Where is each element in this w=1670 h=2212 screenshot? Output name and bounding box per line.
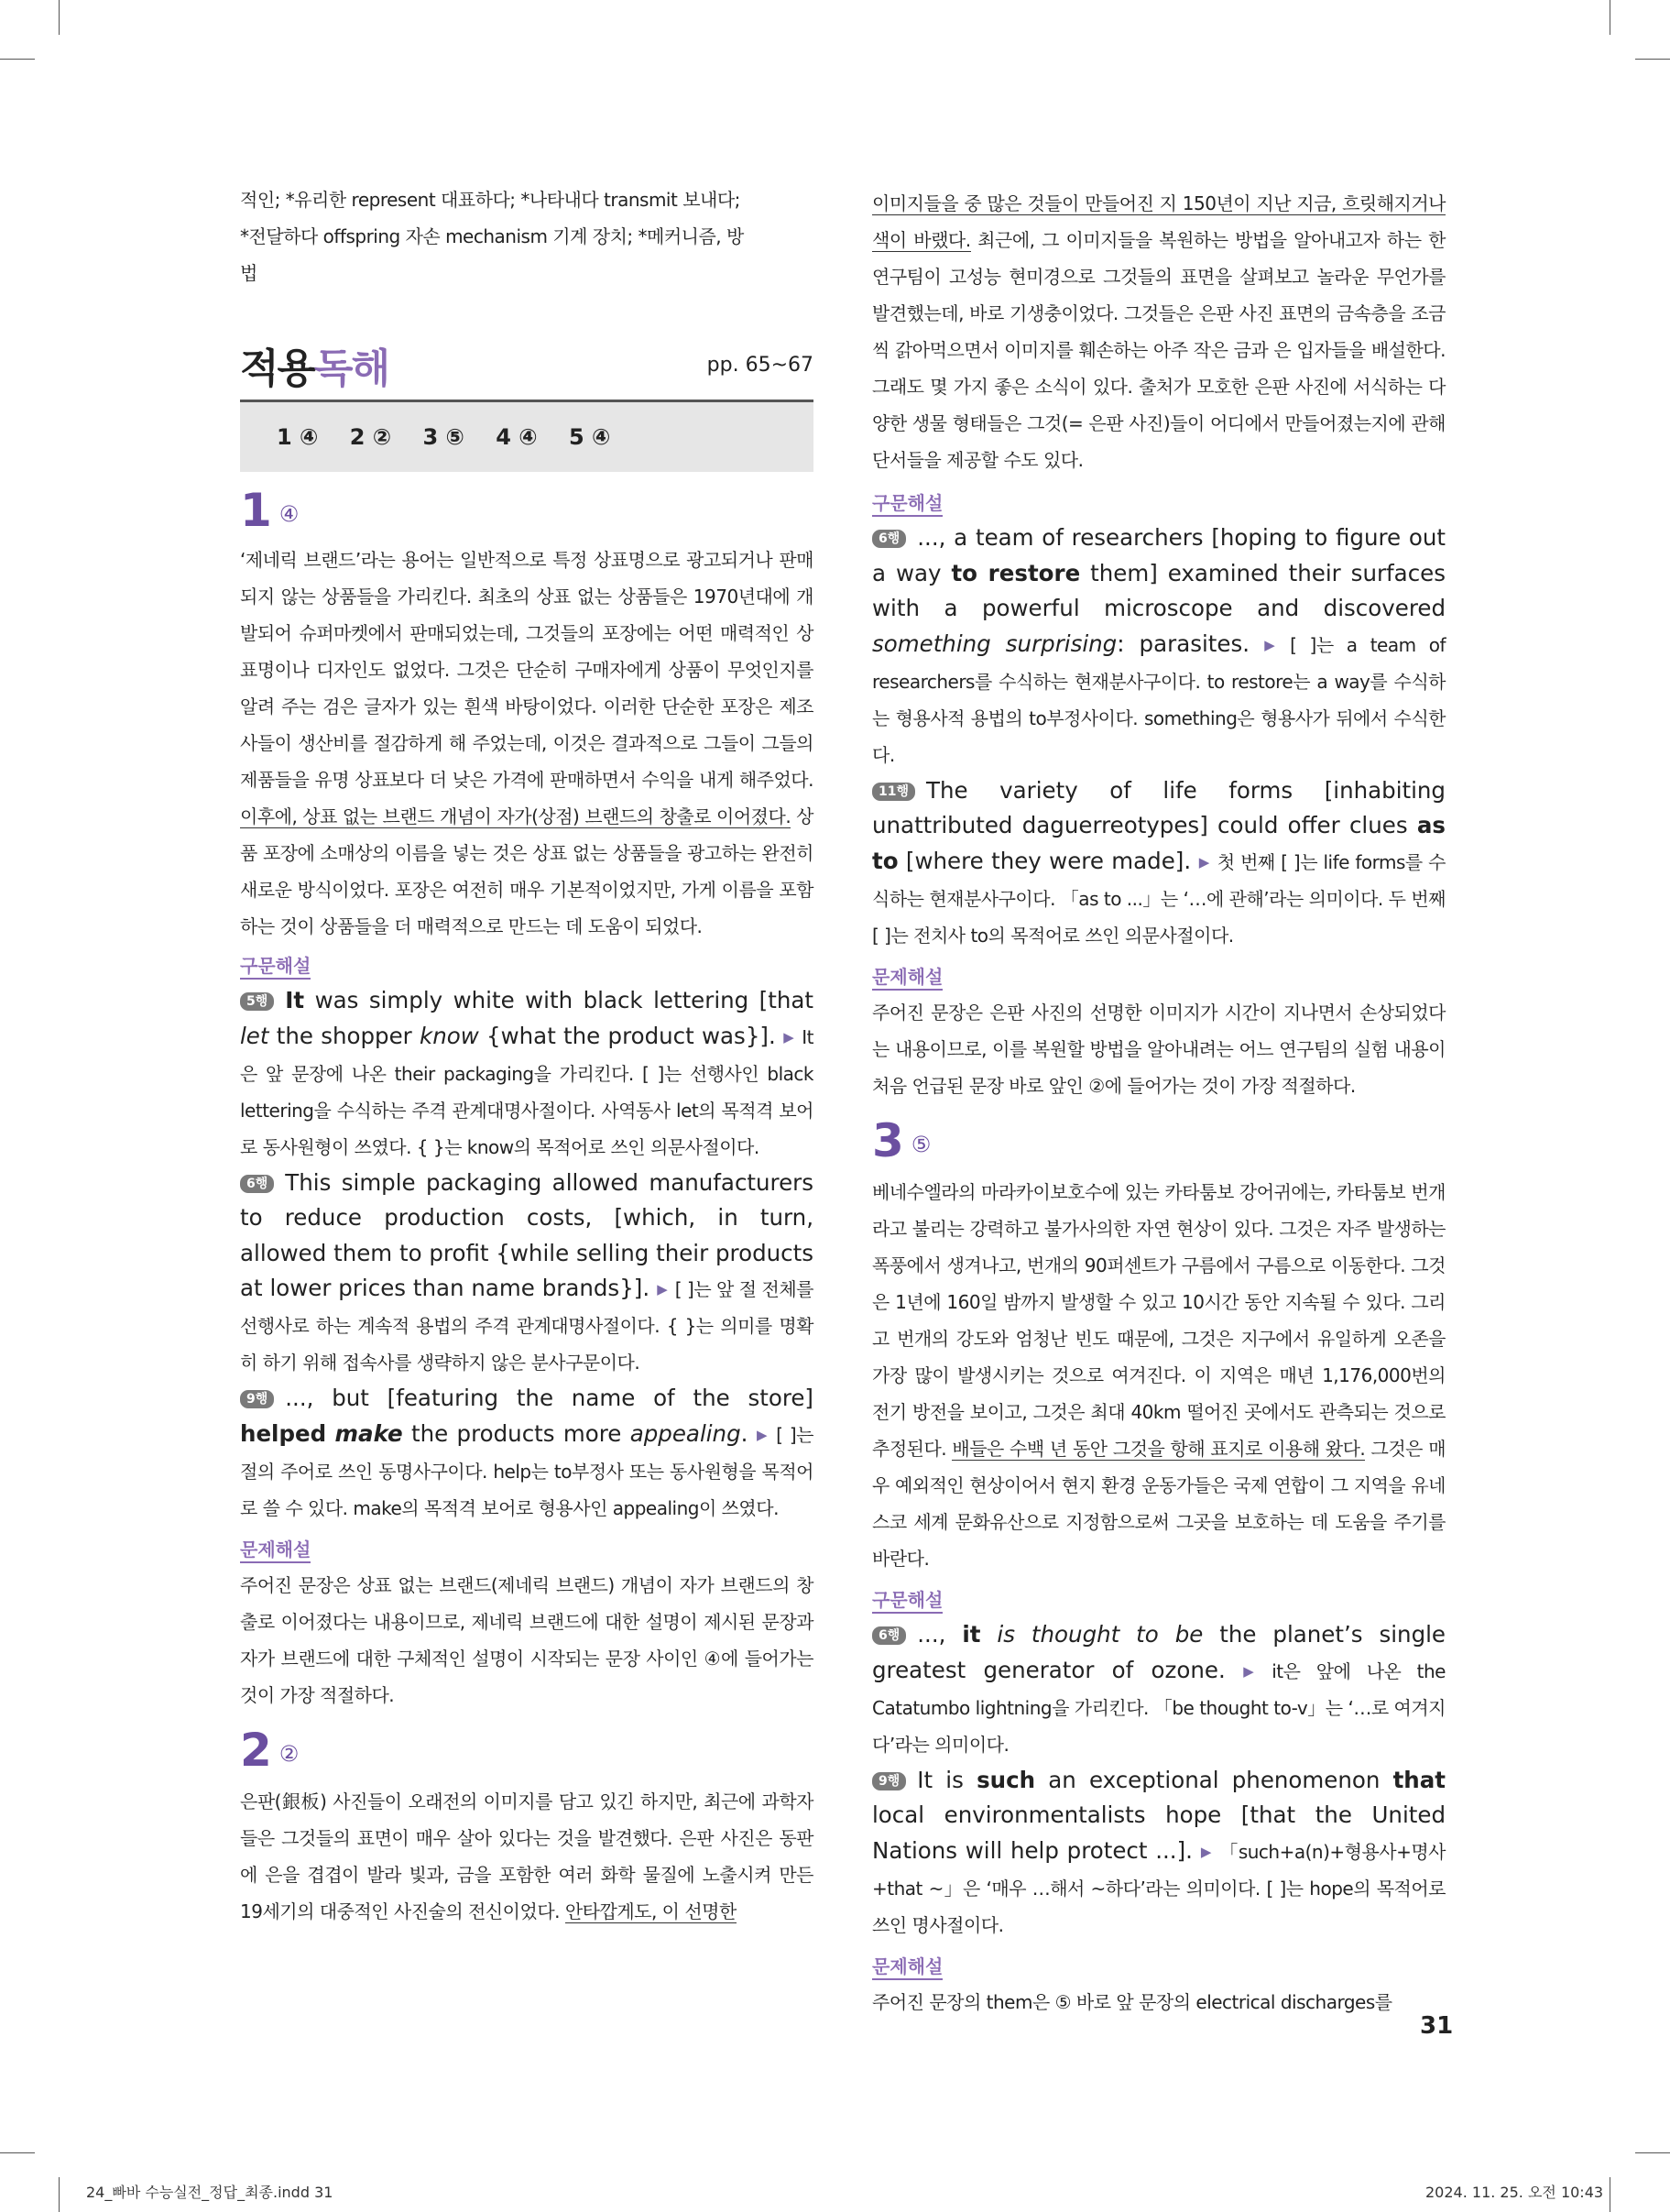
question-answer: ④ [278, 501, 300, 527]
section-title-accent: 독해 [314, 345, 389, 392]
grammar-sentence: . [740, 1419, 748, 1447]
problem-label: 문제해설 [872, 1955, 943, 1980]
grammar-sentence: the planet’s single greatest generator of ozone. [872, 1620, 1446, 1683]
grammar-sentence: ..., [917, 1620, 963, 1648]
translation-text: ‘제네릭 브랜드’라는 용어는 일반적으로 특정 상표명으로 광고되거나 판매되지 않는 상품들을 가리킨다. 최초의 상표 없는 상품들은 1970년대에 개발되어 슈퍼마켓에서 판매되었는데, 그것들의 포장에는 어떤 매력적인 상표명이나 디자인도 없었다. 그것은 단순히 구매자에게 상품이 무엇인지를 알려 주는 검은 글자가 있는 흰색 바탕이었다. 이러한 단순한 포장은 제조사들이 생산비를 절감하게 해 주었는데, 이것은 결과적으로 그들이 그들의 제품들을 유명 상표보다 더 낮은 가격에 판매하면서 수익을 내게 해주었다. [240, 549, 813, 791]
question-number: 2 [240, 1723, 272, 1777]
page-number: 31 [1420, 2012, 1454, 2040]
triangle-icon: ▶ [657, 1281, 668, 1298]
question-answer: ② [278, 1740, 300, 1767]
q1-problem-explanation: 주어진 문장은 상표 없는 브랜드(제네릭 브랜드) 개념이 자가 브랜드의 창출로 이어졌다는 내용이므로, 제네릭 브랜드에 대한 설명이 제시된 문장과 자가 브랜드에 대한 구체적인 설명이 시작되는 문장 사이인 ④에 들어가는 것이 가장 적절하다. [240, 1573, 813, 1706]
grammar-note: [ ]는 절의 주어로 쓰인 동명사구이다. help는 to부정사 또는 동사원형을 목적어로 쓸 수 있다. make의 목적격 보어로 형용사인 appealing이 쓰였다. [240, 1423, 813, 1519]
q3-grammar-1 [872, 1617, 1446, 1763]
line-badge: 11행 [872, 783, 915, 801]
grammar-label: 구문해설 [872, 491, 943, 517]
grammar-sentence: The variety of life forms [inhabiting unattributed daguerreotypes] could offer clues [872, 776, 1446, 839]
bold-term: It [285, 987, 305, 1013]
bold-term: helped [240, 1419, 327, 1447]
section-title-main: 적용 [240, 345, 315, 392]
italic-term: appealing [629, 1419, 741, 1447]
vocab-line: 적인; *유리한 represent 대표하다; *나타내다 transmit 보내다; [240, 189, 740, 211]
triangle-icon: ▶ [755, 1426, 770, 1443]
q3-grammar-2 [872, 1763, 1446, 1944]
translation-text: 그것은 매우 예외적인 현상이어서 현지 환경 운동가들은 국제 연합이 그 지역을 유네스코 세계 문화유산으로 지정함으로써 그곳을 보호하는 데 도움을 주기를 바란다. [872, 1437, 1446, 1570]
key-sentence: 배들은 수백 년 동안 그것을 항해 표지로 이용해 왔다. [952, 1437, 1366, 1460]
grammar-sentence: [where they were made]. [898, 847, 1192, 874]
right-column [872, 185, 1446, 2020]
grammar-note: 첫 번째 [ ]는 life forms를 수식하는 현재분사구이다. 「as to ...」는 ‘…에 관해’라는 의미이다. 두 번째 [ ]는 전치사 to의 목적어로 쓰인 의문사절이다. [872, 850, 1446, 947]
grammar-sentence: local environmentalists hope [that the United Nations will help protect ...]. [872, 1801, 1446, 1864]
answer-bar [240, 400, 813, 472]
translation-text: 베네수엘라의 마라카이보호수에 있는 카타툼보 강어귀에는, 카타툼보 번개라고 불리는 강력하고 불가사의한 자연 현상이 있다. 그것은 자주 발생하는 폭풍에서 생겨나고, 번개의 90퍼센트가 구름에서 구름으로 이동한다. 그것은 1년에 160일 밤까지 발생할 수 있고 10시간 동안 지속될 수 있다. 그리고 번개의 강도와 엄청난 빈도 때문에, 그것은 지구에서 유일하게 오존을 가장 많이 발생시키는 것으로 여겨진다. 이 지역은 매년 1,176,000번의 전기 방전을 보이고, 그것은 최대 40km 떨어진 곳에서도 관측되는 것으로 추정된다. [872, 1180, 1446, 1460]
grammar-sentence: {what the product was}]. [478, 1022, 776, 1049]
line-badge: 9행 [872, 1772, 906, 1790]
grammar-note: [ ]는 a team of researchers를 수식하는 현재분사구이다. to restore는 a way를 수식하는 형용사적 용법의 to부정사이다. something은 형용사가 뒤에서 수식한다. [872, 633, 1446, 766]
crop-mark [1635, 2152, 1670, 2153]
bold-term: to restore [951, 559, 1081, 586]
question-3-header [872, 1115, 1446, 1170]
answer-item: 2 ② [349, 424, 392, 450]
answer-item: 1 ④ [277, 424, 319, 450]
bold-term: as to [872, 812, 1446, 874]
crop-mark [0, 2152, 35, 2153]
grammar-label: 구문해설 [872, 1588, 943, 1614]
question-number: 3 [872, 1113, 904, 1167]
answer-item: 4 ④ [496, 424, 538, 450]
vocab-list [240, 181, 813, 291]
q2-grammar-1 [872, 520, 1446, 773]
q1-translation [240, 542, 813, 945]
bold-term: that [1392, 1766, 1446, 1793]
grammar-note: it은 앞에 나온 the Catatumbo lightning을 가리킨다. 「be thought to-v」는 ‘…로 여겨지다’라는 의미이다. [872, 1659, 1446, 1756]
triangle-icon: ▶ [1199, 1843, 1213, 1860]
grammar-sentence: ..., but [featuring the name of the store] [285, 1385, 813, 1412]
q2-grammar-2 [872, 773, 1446, 954]
translation-text: 은판(銀板) 사진들이 오래전의 이미지를 담고 있긴 하지만, 최근에 과학자들은 그것들의 표면이 매우 살아 있다는 것을 발견했다. 은판 사진은 동판에 은을 겹겹이 발라 빛과, 금을 포함한 여러 화학 물질에 노출시켜 만든 19세기의 대중적인 사진술의 전신이었다. [240, 1790, 813, 1922]
q3-translation [872, 1174, 1446, 1577]
answer-item: 3 ⑤ [422, 424, 464, 450]
question-number: 1 [240, 484, 272, 537]
q3-problem-explanation: 주어진 문장의 them은 ⑤ 바로 앞 문장의 electrical discharges를 [872, 1990, 1392, 2013]
grammar-sentence: This simple packaging allowed manufacturers to reduce production costs, [which, in turn, allowed them to profit {while selling their products at lower prices than name brands}]. [240, 1168, 813, 1302]
q1-grammar-3 [240, 1381, 813, 1527]
section-header [240, 335, 813, 398]
italic-term: let [240, 1022, 269, 1049]
key-sentence: 이후에, 상표 없는 브랜드 개념이 자가(상점) 브랜드의 창출로 이어졌다. [240, 805, 791, 827]
line-badge: 6행 [872, 530, 906, 548]
key-sentence: 안타깝게도, 이 선명한 [564, 1900, 737, 1922]
grammar-sentence: was simply white with black lettering [that [304, 987, 813, 1013]
bold-italic-term: make [334, 1419, 403, 1447]
footer-timestamp: 2024. 11. 25. 오전 10:43 [1425, 2184, 1604, 2201]
line-badge: 6행 [240, 1175, 274, 1193]
translation-text: 최근에, 그 이미지들을 복원하는 방법을 알아내고자 하는 한 연구팀이 고성능 현미경으로 그것들의 표면을 살펴보고 놀라운 무언가를 발견했는데, 바로 기생충이었다. 그것들은 은판 사진 표면의 금속층을 조금씩 갉아먹으면서 이미지를 훼손하는 아주 작은 금과 은 입자들을 배설한다. 그래도 몇 가지 좋은 소식이 있다. 출처가 모호한 은판 사진에 서식하는 다양한 생물 형태들은 그것(= 은판 사진)들이 어디에서 만들어졌는지에 관해 단서들을 제공할 수도 있다. [872, 229, 1446, 471]
crop-mark [59, 2177, 60, 2212]
page-range: pp. 65~67 [706, 354, 813, 377]
left-column [240, 181, 813, 1930]
italic-term: something surprising [872, 630, 1118, 657]
grammar-sentence: them] examined their surfaces with a powerful microscope and discovered [872, 559, 1446, 622]
triangle-icon: ▶ [1198, 853, 1210, 871]
crop-mark [1635, 59, 1670, 60]
answer-item: 5 ④ [568, 424, 611, 450]
line-badge: 6행 [872, 1626, 906, 1645]
triangle-icon: ▶ [1257, 636, 1283, 653]
grammar-label: 구문해설 [240, 954, 311, 980]
bold-term: such [977, 1766, 1036, 1793]
question-2-header [240, 1725, 813, 1779]
q2-translation-cont [872, 185, 1446, 478]
line-badge: 5행 [240, 992, 274, 1011]
grammar-sentence: the shopper [268, 1022, 420, 1049]
question-1-header [240, 485, 813, 540]
question-answer: ⑤ [911, 1131, 932, 1157]
grammar-sentence: an exceptional phenomenon [1035, 1766, 1393, 1793]
problem-label: 문제해설 [240, 1538, 311, 1563]
grammar-sentence: : parasites. [1117, 630, 1250, 657]
crop-mark [59, 0, 60, 35]
crop-mark [0, 59, 35, 60]
grammar-sentence: It is [917, 1766, 977, 1793]
q1-grammar-1 [240, 983, 813, 1166]
italic-term: is thought to be [997, 1620, 1204, 1648]
italic-term: know [420, 1022, 479, 1049]
q1-grammar-2 [240, 1166, 813, 1382]
q2-translation-start [240, 1783, 813, 1930]
key-sentence: 이미지들을 중 많은 것들이 만들어진 지 150년이 지난 지금, 흐릿해지거나 색이 바랬다. [872, 192, 1446, 251]
bold-term: it [962, 1620, 981, 1648]
grammar-note: [ ]는 앞 절 전체를 선행사로 하는 계속적 용법의 주격 관계대명사절이다. { }는 의미를 명확히 하기 위해 접속사를 생략하지 않은 분사구문이다. [240, 1278, 813, 1374]
footer-file-info: 24_빠바 수능실전_정답_최종.indd 31 [86, 2184, 333, 2201]
grammar-sentence: ..., a team of researchers [hoping to figure out a way [872, 524, 1446, 586]
grammar-note: 「such+a(n)+형용사+명사+that ~」은 ‘매우 …해서 ~하다’라는 의미이다. [ ]는 hope의 목적어로 쓰인 명사절이다. [872, 1840, 1446, 1936]
grammar-sentence: the products more [402, 1419, 630, 1447]
q2-problem-explanation: 주어진 문장은 은판 사진의 선명한 이미지가 시간이 지나면서 손상되었다는 내용이므로, 이를 복원할 방법을 알아내려는 어느 연구팀의 실험 내용이 처음 언급된 문장 바로 앞인 ②에 들어가는 것이 가장 적절하다. [872, 1001, 1446, 1097]
translation-text: 상품 포장에 소매상의 이름을 넣는 것은 상표 없는 상품들을 광고하는 완전히 새로운 방식이었다. 포장은 여전히 매우 기본적이었지만, 가게 이름을 포함하는 것이 상품들을 더 매력적으로 만드는 데 도움이 되었다. [240, 805, 813, 937]
triangle-icon: ▶ [1232, 1662, 1265, 1680]
triangle-icon: ▶ [782, 1028, 795, 1046]
problem-label: 문제해설 [872, 965, 943, 991]
vocab-line: 법 [240, 262, 257, 284]
grammar-note: It은 앞 문장에 나온 their packaging을 가리킨다. [ ]는 선행사인 black lettering을 수식하는 주격 관계대명사절이다. 사역동사 let의 목적격 보어로 동사원형이 쓰였다. { }는 know의 목적어로 쓰인 의문사절이다. [240, 1025, 813, 1158]
section-title [240, 345, 388, 392]
line-badge: 9행 [240, 1390, 274, 1408]
vocab-line: *전달하다 offspring 자손 mechanism 기계 장치; *메커니즘, 방 [240, 225, 744, 247]
